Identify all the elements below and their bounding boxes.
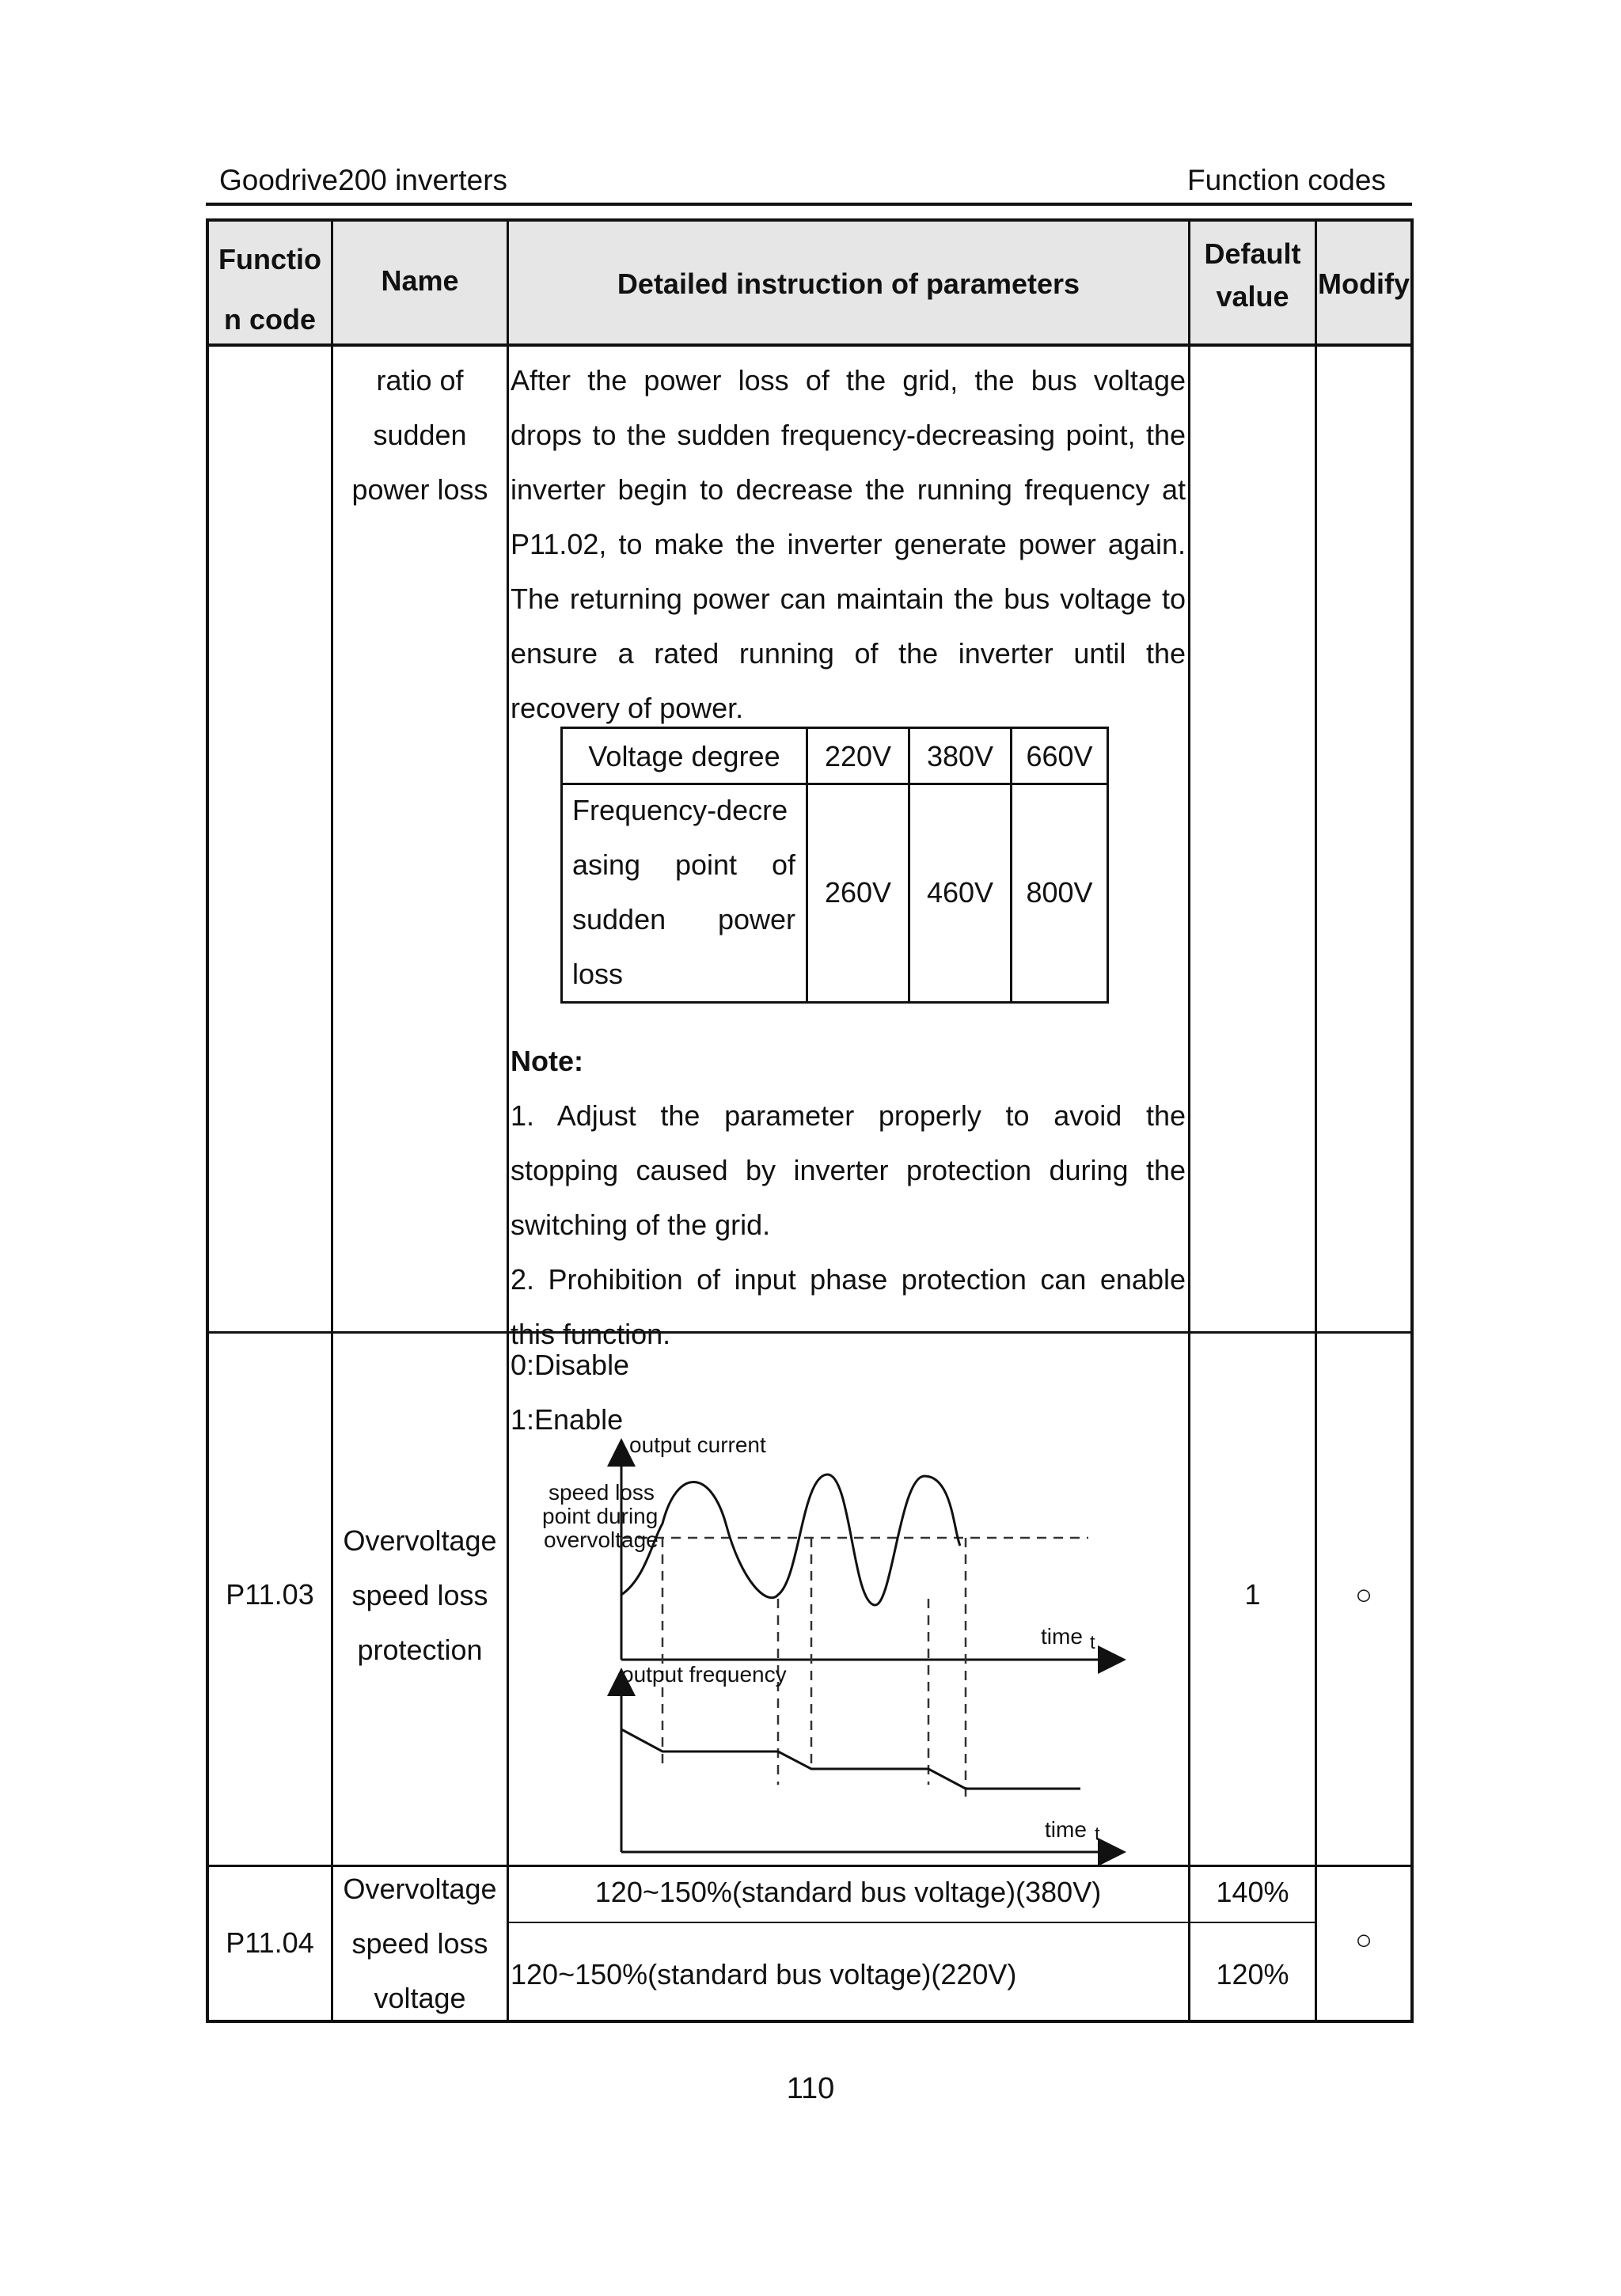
subtable-value-800v: 800V	[1026, 876, 1093, 909]
output-frequency-curve	[621, 1729, 1080, 1789]
row-label-line: asing point of	[572, 848, 795, 881]
label-output-frequency: output frequency	[621, 1662, 787, 1687]
subtable-header-220v: 220V	[824, 740, 892, 772]
header-code-line1: Functio	[218, 243, 321, 275]
row3-name-line: speed loss	[351, 1927, 488, 1960]
row2-code: P11.03	[226, 1578, 314, 1611]
row2-modify-circle: ○	[1355, 1578, 1372, 1611]
row1-name	[333, 353, 507, 517]
header-function-code	[209, 230, 331, 350]
header-default-value	[1190, 233, 1315, 318]
header-default-line2: value	[1216, 280, 1289, 313]
subtable-row-label	[572, 783, 795, 1001]
overvoltage-stall-figure	[526, 1436, 1128, 1880]
row3-modify-circle: ○	[1355, 1923, 1372, 1956]
row2-name	[333, 1513, 507, 1677]
row1-name-line: sudden	[373, 419, 467, 451]
output-current-wave	[621, 1474, 960, 1605]
row2-default: 1	[1244, 1578, 1261, 1611]
paragraph-line: P11.02, to make the inverter generate power again.	[511, 528, 1186, 560]
row3-name	[333, 1861, 507, 2025]
label-time-bottom: time	[1045, 1817, 1087, 1842]
note-line: 1. Adjust the parameter properly to avoid the	[511, 1099, 1186, 1132]
row3-option-220: 120~150%(standard bus voltage)(220V)	[511, 1958, 1017, 1990]
header-rule	[206, 203, 1412, 206]
row1-paragraph	[511, 353, 1186, 735]
label-axis-t-top: t	[1090, 1632, 1095, 1653]
row3-name-line: voltage	[374, 1982, 466, 2014]
header-modify: Modify	[1318, 268, 1410, 300]
subtable-value-260v: 260V	[824, 876, 892, 909]
note-line: switching of the grid.	[511, 1209, 771, 1241]
row3-default-220: 120%	[1216, 1958, 1289, 1990]
label-speed-loss-1: speed loss	[549, 1480, 655, 1505]
paragraph-line: inverter begin to decrease the running frequency at	[511, 473, 1186, 506]
subtable-value-460v: 460V	[926, 876, 994, 909]
col-divider	[1188, 222, 1190, 2020]
note-title: Note:	[511, 1045, 583, 1077]
note-line: 2. Prohibition of input phase protection can enable	[511, 1263, 1186, 1296]
row2-name-line: protection	[357, 1634, 483, 1666]
label-output-current: output current	[629, 1436, 766, 1457]
row-label-line: Frequency-decre	[572, 794, 788, 826]
label-speed-loss-3: overvoltage	[544, 1528, 659, 1552]
row-label-line: sudden power	[572, 903, 795, 935]
page-number: 110	[786, 2072, 835, 2105]
header-name: Name	[381, 264, 459, 297]
header-default-line1: Default	[1204, 237, 1301, 270]
subtable-header-voltage: Voltage degree	[588, 740, 780, 772]
subtable-header-660v: 660V	[1026, 740, 1093, 772]
voltage-degree-table	[560, 727, 1109, 1004]
row2-options	[511, 1338, 1186, 1447]
option-disable: 0:Disable	[511, 1349, 630, 1381]
note-line: this function.	[511, 1318, 671, 1350]
row3-name-line: Overvoltage	[343, 1873, 497, 1905]
row1-name-line: power loss	[351, 473, 488, 506]
paragraph-line: After the power loss of the grid, the bus voltage	[511, 364, 1186, 397]
row-divider	[209, 343, 1410, 347]
paragraph-line: drops to the sudden frequency-decreasing point, the	[511, 419, 1186, 451]
header-code-line2: n code	[223, 303, 316, 336]
row-label-line: loss	[572, 958, 624, 990]
row1-name-line: ratio of	[376, 364, 464, 397]
row2-name-line: speed loss	[351, 1579, 488, 1611]
option-enable: 1:Enable	[511, 1403, 624, 1436]
col-divider	[507, 222, 509, 2020]
paragraph-line: recovery of power.	[511, 692, 744, 724]
note-line: stopping caused by inverter protection during the	[511, 1154, 1186, 1186]
header-detailed-instruction: Detailed instruction of parameters	[617, 268, 1080, 300]
row3-code: P11.04	[226, 1926, 314, 1959]
label-time-top: time	[1041, 1624, 1083, 1649]
subtable-header-380v: 380V	[926, 740, 994, 772]
row3-option-380: 120~150%(standard bus voltage)(380V)	[594, 1876, 1102, 1908]
header-section: Function codes	[1187, 164, 1386, 196]
row-subdivider	[509, 1922, 1317, 1923]
header-title: Goodrive200 inverters	[219, 164, 508, 196]
paragraph-line: ensure a rated running of the inverter until the	[511, 637, 1186, 670]
row3-default-380: 140%	[1216, 1876, 1289, 1908]
paragraph-line: The returning power can maintain the bus voltage to	[511, 583, 1186, 615]
label-speed-loss-2: point during	[542, 1504, 659, 1528]
label-axis-t-bottom: t	[1095, 1824, 1100, 1845]
col-divider	[1315, 222, 1317, 2020]
row1-note	[511, 1034, 1186, 1361]
row2-name-line: Overvoltage	[343, 1524, 497, 1557]
